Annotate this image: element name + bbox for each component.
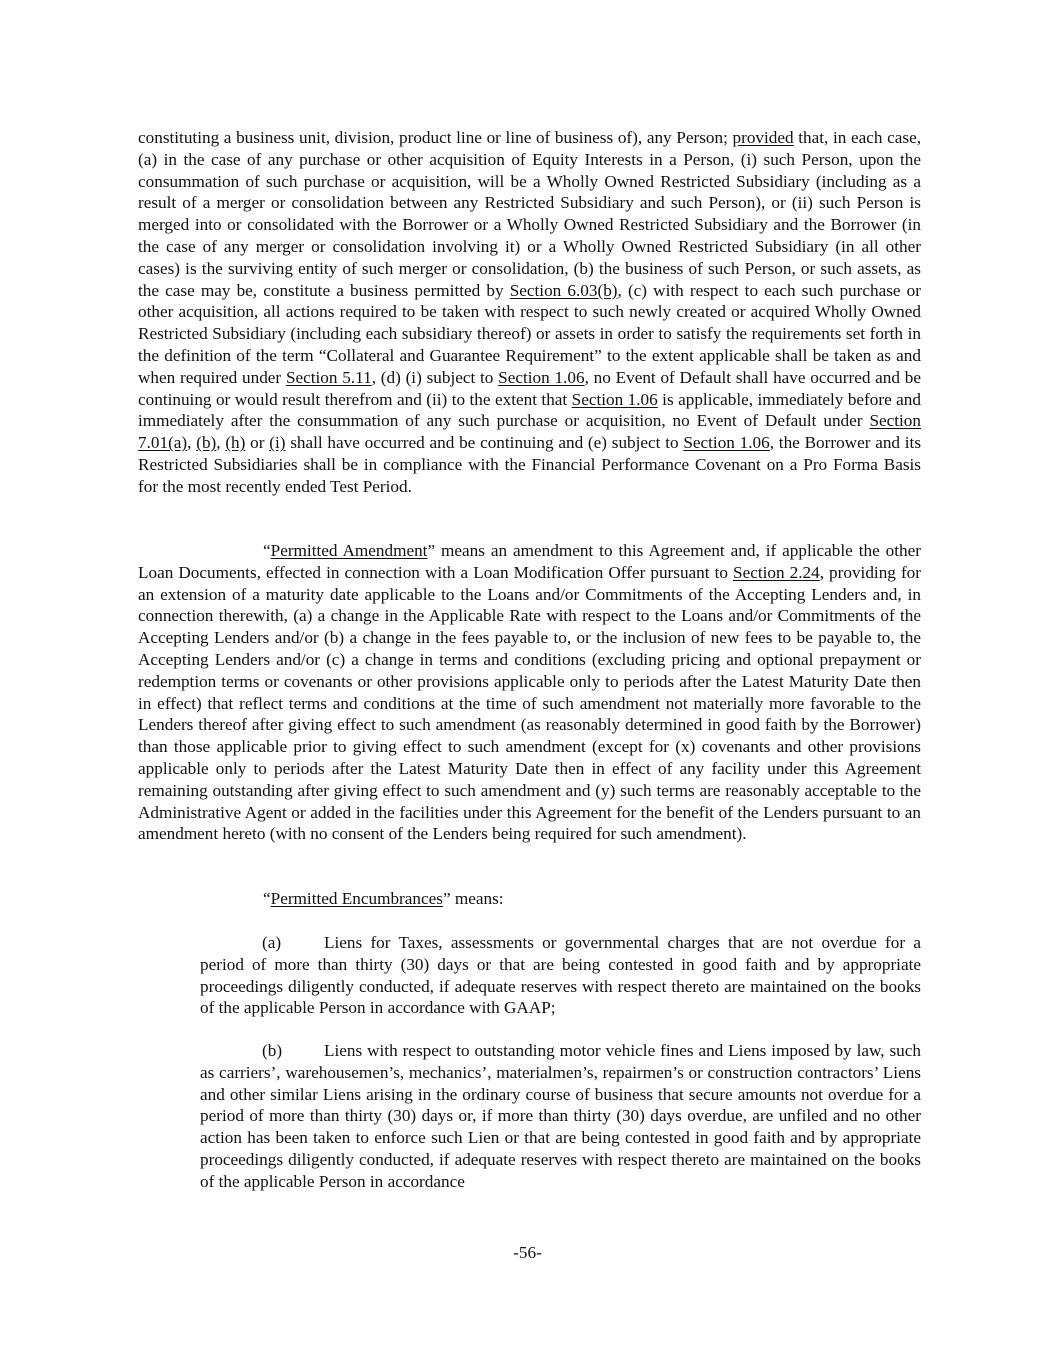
text-run: is applicable, immediately before and immediately after the consummation of any such purchase or acquisition, no Event of Default under xyxy=(138,389,921,431)
section-reference: (h) xyxy=(225,433,246,453)
section-reference: Section 5.11 xyxy=(285,367,372,387)
permitted-encumbrances-definition xyxy=(138,888,921,910)
encumbrance-item-b xyxy=(200,1040,921,1193)
encumbrance-item-a xyxy=(200,932,921,1019)
section-reference: Section 1.06 xyxy=(498,367,585,387)
section-reference: Section 1.06 xyxy=(683,433,770,453)
text-run: constituting a business unit, division, product line or line of business of), any Person; xyxy=(138,128,733,147)
item-text: Liens with respect to outstanding motor vehicle fines and Liens imposed by law, such as carriers’, warehousemen’s, mechanics’, materialmen’s, repairmen’s or construction contractors’ Liens and other similar Liens arising in the ordinary course of business that secure amounts not overdue for a period of more than thirty (30) days or, if more than thirty (30) days overdue, are unfiled and no other action has been taken to enforce such Lien or that are being contested in good faith and by appropriate proceedings diligently conducted, if adequate reserves with respect thereto are maintained on the books of the applicable Person in accordance xyxy=(200,1041,921,1191)
text-run: ” means: xyxy=(442,889,504,908)
defined-term: Permitted Encumbrances xyxy=(270,889,443,908)
page-number: -56- xyxy=(513,1243,542,1262)
text-run: that, in each case, (a) in the case of any purchase or other acquisition of Equity Interests in a Person, (i) such Person, upon the consummation of such purchase or acquisition, will be a Wholly Owned Restricted Subsidiary (including as a result of a merger or consolidation between any Restricted Subsidiary and such Person), or (ii) such Person is merged into or consolidated with the Borrower or a Wholly Owned Restricted Subsidiary and the Borrower (in the case of any merger or consolidation involving it) or a Wholly Owned Restricted Subsidiary (in all other cases) is the surviving entity of such merger or consolidation, (b) the business of such Person, or such assets, as the case may be, constitute a business permitted by xyxy=(138,128,921,300)
provided-term: provided xyxy=(732,128,794,147)
text-run: ” means an amendment to this Agreement and, if applicable the other Loan Documents, effected in connection with a Loan Modification Offer pursuant to xyxy=(138,541,921,582)
text-run: , the Borrower and its Restricted Subsidiaries shall be in compliance with the Financial Performance Covenant on a Pro Forma Basis for the most recently ended Test Period. xyxy=(138,433,922,496)
defined-term: Permitted Amendment xyxy=(270,541,428,560)
item-text: Liens for Taxes, assessments or governmental charges that are not overdue for a period of more than thirty (30) days or that are being contested in good faith and by appropriate proceedings diligently conducted, if adequate reserves with respect thereto are maintained on the books of the applicable Person in accordance with GAAP; xyxy=(200,933,921,1018)
permitted-amendment-definition xyxy=(138,540,921,845)
section-reference: Section 7.01(a) xyxy=(138,411,921,453)
section-reference: Section 2.24 xyxy=(733,562,820,582)
text-run: shall have occurred and be continuing and (e) subject to xyxy=(285,433,684,453)
text-run: , xyxy=(216,433,226,453)
text-run: , (c) with respect to each such purchase or other acquisition, all actions required to be taken with respect to such newly created or acquired Wholly Owned Restricted Subsidiary (including each subsidiary thereof) or assets in order to satisfy the requirements set forth in the definition of the term “Collateral and Guarantee Requirement” to the extent applicable shall be taken as and when required under xyxy=(138,280,921,387)
text-run: “ xyxy=(263,889,271,908)
section-reference: Section 6.03(b) xyxy=(509,280,618,300)
text-run: , providing for an extension of a maturity date applicable to the Loans and/or Commitments of the Accepting Lenders and, in connection therewith, (a) a change in the Applicable Rate with respect to the Loans and/or Commitments of the Accepting Lenders and/or (b) a change in the fees payable to, or the inclusion of new fees to be payable to, the Accepting Lenders and/or (c) a change in terms and conditions (excluding pricing and optional prepayment or redemption terms or covenants or other provisions applicable only to periods after the Latest Maturity Date then in effect) that reflect terms and conditions at the time of such amendment not materially more favorable to the Lenders thereof after giving effect to such amendment (as reasonably determined in good faith by the Borrower) than those applicable prior to giving effect to such amendment (except for (x) covenants and other provisions applicable only to periods after the Latest Maturity Date then in effect of any facility under this Agreement remaining outstanding after giving effect to such amendment and (y) such terms are reasonably acceptable to the Administrative Agent or added in the facilities under this Agreement for the benefit of the Lenders pursuant to an amendment hereto (with no consent of the Lenders being required for such amendment). xyxy=(138,562,921,844)
section-reference: (b) xyxy=(196,433,217,453)
text-run: or xyxy=(245,433,270,453)
text-run: “ xyxy=(263,541,271,560)
text-run: , no Event of Default shall have occurred and be continuing or would result therefrom and (ii) to the extent that xyxy=(138,367,921,409)
text-run: , xyxy=(187,433,197,453)
section-reference: (i) xyxy=(269,433,286,453)
section-reference: Section 1.06 xyxy=(571,389,658,409)
acquisition-definition-continuation xyxy=(138,127,921,498)
item-label: (a) xyxy=(262,933,282,952)
item-label: (b) xyxy=(262,1041,283,1060)
text-run: , (d) (i) subject to xyxy=(371,367,499,387)
